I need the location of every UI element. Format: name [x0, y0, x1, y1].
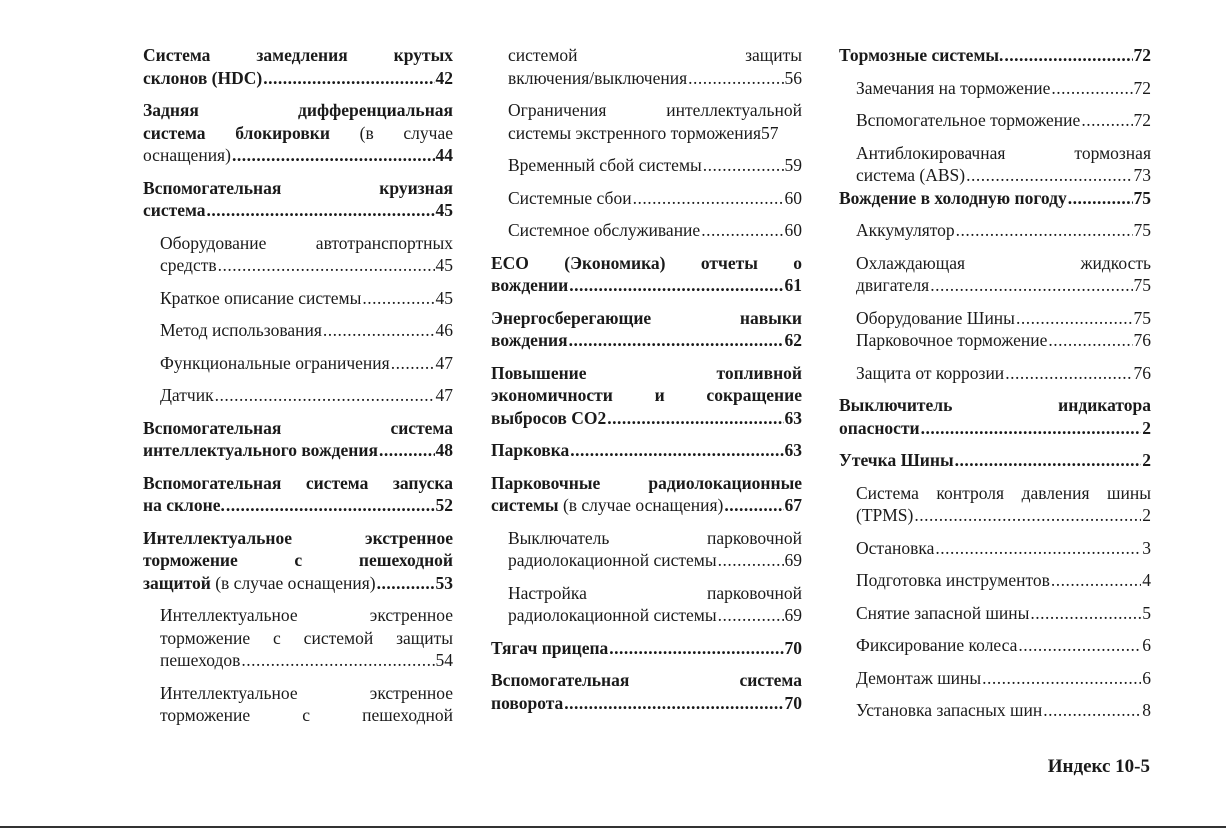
- leader-dots: [955, 449, 1142, 472]
- entry-line: системой защиты: [508, 45, 802, 65]
- entry-line: торможение с пешеходной: [160, 705, 453, 725]
- entry-title: защитой (в случае оснащения): [143, 572, 376, 593]
- index-entry: [160, 384, 453, 407]
- index-entry: [508, 527, 802, 572]
- index-entry: [856, 634, 1151, 657]
- index-entry: [491, 637, 802, 660]
- entry-title: Метод использования: [160, 320, 322, 340]
- leader-dots: [391, 352, 435, 375]
- page-number: 62: [784, 330, 802, 350]
- entry-title: вождении: [491, 275, 569, 295]
- leader-dots: [956, 219, 1133, 242]
- page-number: 69: [784, 550, 802, 570]
- index-entry: [856, 699, 1151, 722]
- index-entry: [160, 604, 453, 672]
- index-entry: [839, 449, 1151, 472]
- entry-title: Остановка: [856, 537, 935, 558]
- entry-line: Система контроля давления шины: [856, 482, 1151, 503]
- entry-line: экономичности и сокращение: [491, 385, 802, 405]
- entry-title: Парковка: [491, 440, 570, 460]
- index-column-2: [491, 44, 802, 724]
- leader-dots: [377, 572, 435, 595]
- index-entry: [160, 319, 453, 342]
- entry-title: Защита от коррозии: [856, 362, 1005, 383]
- entry-line: Вспомогательная система запуска: [143, 472, 453, 493]
- index-column-1: [143, 44, 453, 737]
- leader-dots: [569, 329, 784, 352]
- entry-title: системы (в случае оснащения): [491, 495, 724, 515]
- entry-line: Повышение топливной: [491, 362, 802, 383]
- page-number: 70: [784, 637, 802, 658]
- leader-dots: [966, 164, 1132, 187]
- index-entry: [491, 439, 802, 462]
- index-entry: [160, 287, 453, 310]
- index-entry: [160, 352, 453, 375]
- leader-dots: [1016, 307, 1133, 330]
- page-number: 61: [784, 275, 802, 295]
- leader-dots: [215, 384, 435, 407]
- entry-line: система блокировки (в случае: [143, 122, 453, 143]
- index-entry: [856, 109, 1151, 132]
- index-entry: [856, 667, 1151, 690]
- entry-title: Временный сбой системы: [508, 155, 702, 175]
- leader-dots: [564, 692, 783, 715]
- index-entry: [856, 142, 1151, 187]
- entry-title: Вспомогательное торможение: [856, 110, 1081, 130]
- index-entry: [856, 362, 1151, 385]
- page-number: 52: [435, 495, 453, 515]
- index-entry: [508, 99, 802, 144]
- page-number: 45: [435, 287, 453, 308]
- index-entry: [856, 329, 1151, 352]
- entry-line: Вспомогательная круизная: [143, 177, 453, 198]
- entry-line: торможение с системой защиты: [160, 627, 453, 648]
- leader-dots: [921, 417, 1142, 440]
- leader-dots: [1043, 699, 1141, 722]
- page-number: 75: [1133, 307, 1151, 328]
- leader-dots: [570, 439, 783, 462]
- entry-title: двигателя: [856, 275, 930, 295]
- page-number: 44: [435, 145, 453, 165]
- index-entry: [491, 669, 802, 714]
- index-entry: [160, 232, 453, 277]
- leader-dots: [207, 199, 435, 222]
- leader-dots: [982, 667, 1141, 690]
- leader-dots: [362, 287, 434, 310]
- entry-title: Подготовка инструментов: [856, 570, 1050, 590]
- index-entry: [839, 44, 1151, 67]
- entry-line: Охлаждающая жидкость: [856, 252, 1151, 273]
- leader-dots: [633, 187, 784, 210]
- entry-line: Выключатель парковочной: [508, 527, 802, 548]
- entry-title: Системные сбои: [508, 187, 632, 208]
- entry-title: Фиксирование колеса: [856, 635, 1018, 655]
- entry-line: Настройка парковочной: [508, 582, 802, 603]
- entry-title: опасности: [839, 417, 920, 438]
- page-number: 57: [761, 122, 779, 143]
- leader-dots: [701, 219, 783, 242]
- leader-dots: [703, 154, 784, 177]
- page-number: 76: [1133, 330, 1151, 350]
- leader-dots: [1051, 569, 1141, 592]
- index-entry: [491, 472, 802, 517]
- entry-title: Тормозные системы.: [839, 45, 1004, 65]
- entry-line: Энергосберегающие навыки: [491, 307, 802, 328]
- index-entry: [160, 682, 453, 727]
- entry-title: радиолокационной системы: [508, 550, 717, 570]
- index-entry: [856, 77, 1151, 100]
- entry-title: Датчик: [160, 385, 214, 405]
- index-entry: [856, 307, 1151, 330]
- leader-dots: [379, 439, 435, 462]
- page-number: 72: [1133, 45, 1151, 65]
- page-number: 60: [784, 187, 802, 208]
- leader-dots: [1018, 634, 1141, 657]
- page-number: 63: [784, 407, 802, 428]
- leader-dots: [1081, 109, 1132, 132]
- entry-line: ECO (Экономика) отчеты о: [491, 252, 802, 273]
- entry-title: радиолокационной системы: [508, 605, 717, 625]
- leader-dots: [607, 407, 783, 430]
- page-number: 73: [1133, 165, 1151, 185]
- leader-dots: [935, 537, 1141, 560]
- entry-title: Аккумулятор: [856, 220, 955, 240]
- index-entry: [839, 394, 1151, 439]
- entry-line: торможение с пешеходной: [143, 550, 453, 570]
- entry-line: Задняя дифференциальная: [143, 100, 453, 120]
- page-number: 67: [784, 495, 802, 515]
- entry-title: Утечка Шины: [839, 450, 954, 470]
- index-entry: [491, 362, 802, 430]
- index-entry: [856, 252, 1151, 297]
- page-number: 6: [1142, 635, 1151, 655]
- entry-title: оснащения): [143, 145, 231, 165]
- leader-dots: [718, 604, 784, 627]
- leader-dots: [914, 504, 1141, 527]
- page-number: 45: [435, 200, 453, 220]
- entry-title: (TPMS): [856, 505, 914, 525]
- entry-line: Вспомогательная система: [491, 670, 802, 690]
- entry-title: Замечания на торможение: [856, 77, 1051, 98]
- entry-title: Краткое описание системы: [160, 287, 362, 308]
- page-footer: Индекс 10-5: [1047, 756, 1150, 777]
- index-entry: [856, 219, 1151, 242]
- leader-dots: [1004, 44, 1132, 67]
- page-number: 54: [435, 650, 453, 670]
- leader-dots: [1005, 362, 1132, 385]
- leader-dots: [718, 549, 784, 572]
- page-number: 75: [1133, 187, 1151, 208]
- index-entry: [856, 602, 1151, 625]
- entry-title: Оборудование Шины: [856, 307, 1015, 328]
- index-column-3: [839, 44, 1151, 732]
- entry-title: Снятие запасной шины: [856, 602, 1030, 623]
- page-number: 8: [1142, 700, 1151, 720]
- leader-dots: [609, 637, 783, 660]
- page-number: 69: [784, 605, 802, 625]
- entry-title: Функциональные ограничения: [160, 352, 390, 373]
- entry-title: Вождение в холодную погоду: [839, 187, 1067, 208]
- page-number: 3: [1142, 537, 1151, 558]
- leader-dots: [1030, 602, 1141, 625]
- index-entry: [508, 219, 802, 242]
- leader-dots: [263, 67, 434, 90]
- leader-dots: [569, 274, 783, 297]
- entry-line: Интеллектуальное экстренное: [160, 605, 453, 625]
- entry-title: вождения: [491, 330, 568, 350]
- index-entry: [856, 569, 1151, 592]
- page-number: 72: [1133, 110, 1151, 130]
- page-number: 2: [1142, 505, 1151, 525]
- entry-line: Интеллектуальное экстренное: [160, 682, 453, 703]
- entry-title: Демонтаж шины: [856, 667, 982, 688]
- leader-dots: [1048, 329, 1132, 352]
- index-entry: [508, 582, 802, 627]
- page-number: 6: [1142, 667, 1151, 688]
- leader-dots: [930, 274, 1132, 297]
- index-entry: [143, 417, 453, 462]
- index-entry: [839, 187, 1151, 210]
- entry-title: Установка запасных шин: [856, 700, 1043, 720]
- entry-line: Вспомогательная система: [143, 417, 453, 438]
- index-entry: [856, 482, 1151, 527]
- index-entry: [508, 187, 802, 210]
- entry-line: Оборудование автотранспортных: [160, 232, 453, 253]
- index-entry: [508, 44, 802, 89]
- entry-line: Система замедления крутых: [143, 45, 453, 65]
- page-number: 63: [784, 440, 802, 460]
- page-number: 2: [1142, 450, 1151, 470]
- page-number: 70: [784, 692, 802, 713]
- bottom-rule: [0, 826, 1226, 828]
- page-number: 47: [435, 352, 453, 373]
- page-number: 5: [1142, 602, 1151, 623]
- entry-title: Системное обслуживание: [508, 220, 701, 240]
- leader-dots: [226, 494, 435, 517]
- entry-title: склонов (HDC): [143, 67, 263, 88]
- leader-dots: [1051, 77, 1132, 100]
- entry-title: включения/выключения: [508, 67, 688, 88]
- entry-title: Парковочное торможение: [856, 330, 1048, 350]
- entry-line: Ограничения интеллектуальной: [508, 100, 802, 120]
- leader-dots: [232, 144, 435, 167]
- page-number: 47: [435, 385, 453, 405]
- entry-title: пешеходов: [160, 650, 241, 670]
- entry-title: выбросов CO2: [491, 407, 607, 428]
- index-entry: [143, 472, 453, 517]
- page-number: 53: [435, 572, 453, 593]
- entry-title: Тягач прицепа: [491, 637, 609, 658]
- page-number: 45: [435, 255, 453, 275]
- index-entry: [856, 537, 1151, 560]
- leader-dots: [241, 649, 434, 672]
- entry-title: поворота: [491, 692, 564, 713]
- page-number: 56: [784, 67, 802, 88]
- index-entry: [491, 252, 802, 297]
- page-number: 72: [1133, 77, 1151, 98]
- entry-line: Интеллектуальное экстренное: [143, 527, 453, 548]
- entry-title: система: [143, 200, 206, 220]
- index-entry: [143, 527, 453, 595]
- entry-line: Парковочные радиолокационные: [491, 472, 802, 493]
- page-number: 4: [1142, 570, 1151, 590]
- leader-dots: [688, 67, 783, 90]
- index-entry: [491, 307, 802, 352]
- leader-dots: [323, 319, 435, 342]
- page-number: 75: [1133, 220, 1151, 240]
- leader-dots: [218, 254, 435, 277]
- entry-title: интеллектуального вождения: [143, 440, 378, 460]
- index-entry: [143, 44, 453, 89]
- index-entry: [143, 177, 453, 222]
- index-entry: [508, 154, 802, 177]
- entry-title: система (ABS): [856, 165, 966, 185]
- leader-dots: [724, 494, 783, 517]
- page-number: 2: [1142, 417, 1151, 438]
- page-number: 48: [435, 440, 453, 460]
- entry-line: Выключитель индикатора: [839, 395, 1151, 415]
- page-number: 75: [1133, 275, 1151, 295]
- entry-title: системы экстренного торможения: [508, 122, 762, 143]
- page-number: 42: [435, 67, 453, 88]
- entry-title: средств: [160, 255, 217, 275]
- page-number: 60: [784, 220, 802, 240]
- entry-line: Антиблокировачная тормозная: [856, 142, 1151, 163]
- page-number: 46: [435, 320, 453, 340]
- index-entry: [143, 99, 453, 167]
- page-number: 76: [1133, 362, 1151, 383]
- leader-dots: [1068, 187, 1133, 210]
- entry-title: на склоне.: [143, 495, 225, 515]
- page-number: 59: [784, 155, 802, 175]
